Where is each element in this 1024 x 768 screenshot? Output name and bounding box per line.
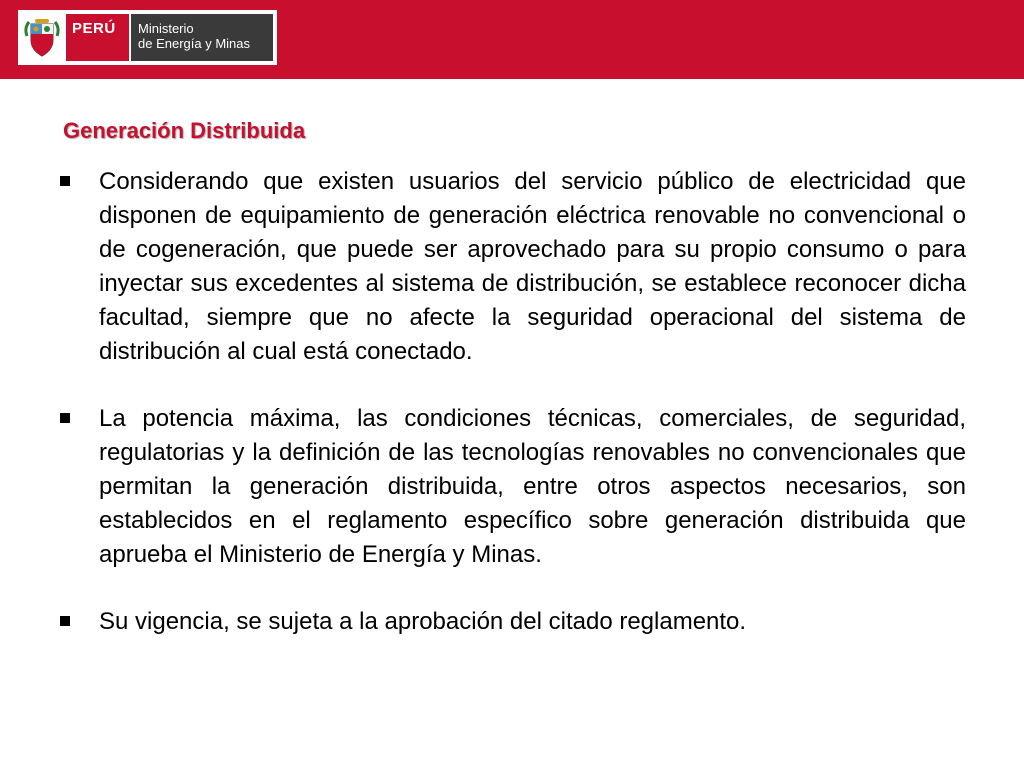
ministry-line-1: Ministerio bbox=[138, 21, 194, 36]
bullet-item bbox=[56, 402, 966, 572]
square-bullet-icon bbox=[60, 413, 70, 423]
ministry-logo bbox=[18, 10, 277, 65]
bullet-text: La potencia máxima, las condiciones técnicas, comerciales, de seguridad, regulatorias y la definición de las tecnologías renovables no convencionales que permitan la generación distribuida, entre otros aspectos necesarios, son establecidos en el reglamento específico sobre generación distribuida que aprueba el Ministerio de Energía y Minas. bbox=[99, 405, 966, 568]
bullet-item bbox=[56, 605, 966, 639]
bullet-text: Su vigencia, se sujeta a la aprobación del citado reglamento. bbox=[99, 608, 747, 635]
country-label: PERÚ bbox=[66, 14, 129, 61]
square-bullet-icon bbox=[60, 616, 70, 626]
bullet-item bbox=[56, 165, 966, 369]
header-bar bbox=[0, 0, 1024, 79]
square-bullet-icon bbox=[60, 176, 70, 186]
bullet-text: Considerando que existen usuarios del servicio público de electricidad que disponen de equipamiento de generación eléctrica renovable no convencional o de cogeneración, que puede ser aprovechado para su propio consumo o para inyectar sus excedentes al sistema de distribución, se establece reconocer dicha facultad, siempre que no afecte la seguridad operacional del sistema de distribución al cual está conectado. bbox=[99, 168, 966, 365]
bullet-list bbox=[56, 165, 966, 639]
slide-title: Generación Distribuida bbox=[63, 118, 306, 143]
ministry-line-2: de Energía y Minas bbox=[138, 36, 251, 51]
ministry-name bbox=[131, 14, 273, 61]
coat-of-arms-icon bbox=[18, 10, 66, 65]
